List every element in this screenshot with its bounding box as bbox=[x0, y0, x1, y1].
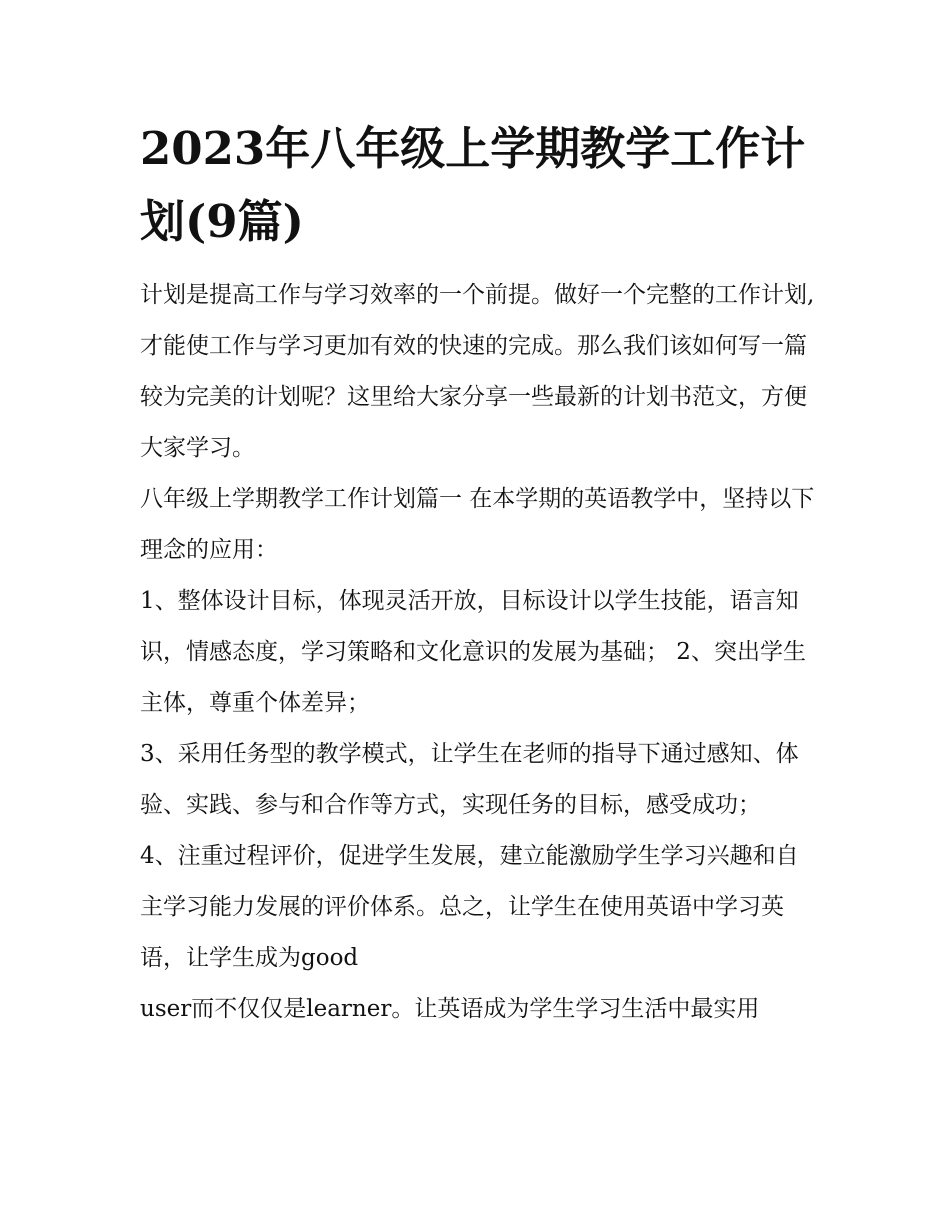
list-item-4: 4、注重过程评价，促进学生发展，建立能激励学生学习兴趣和自主学习能力发展的评价体系。总之，让学生在使用英语中学习英语，让学生成为good bbox=[140, 843, 799, 971]
list-item-1-2: 1、整体设计目标，体现灵活开放，目标设计以学生技能，语言知识，情感态度，学习策略和文化意识的发展为基础； 2、突出学生主体，尊重个体差异； bbox=[140, 588, 806, 716]
continuation-paragraph: user而不仅仅是learner。让英语成为学生学习生活中最实用 bbox=[140, 996, 760, 1022]
intro-paragraph: 计划是提高工作与学习效率的一个前提。做好一个完整的工作计划,才能使工作与学习更加有效的快速的完成。那么我们该如何写一篇较为完美的计划呢？这里给大家分享一些最新的计划书范文，方便大家学习。 bbox=[140, 282, 815, 461]
document-body bbox=[140, 112, 820, 1035]
document-title: 2023年八年级上学期教学工作计划(9篇) bbox=[140, 122, 806, 248]
section-heading-paragraph: 八年级上学期教学工作计划篇一 在本学期的英语教学中，坚持以下理念的应用： bbox=[140, 486, 815, 563]
list-item-3: 3、采用任务型的教学模式，让学生在老师的指导下通过感知、体验、实践、参与和合作等方式，实现任务的目标，感受成功； bbox=[140, 741, 799, 818]
